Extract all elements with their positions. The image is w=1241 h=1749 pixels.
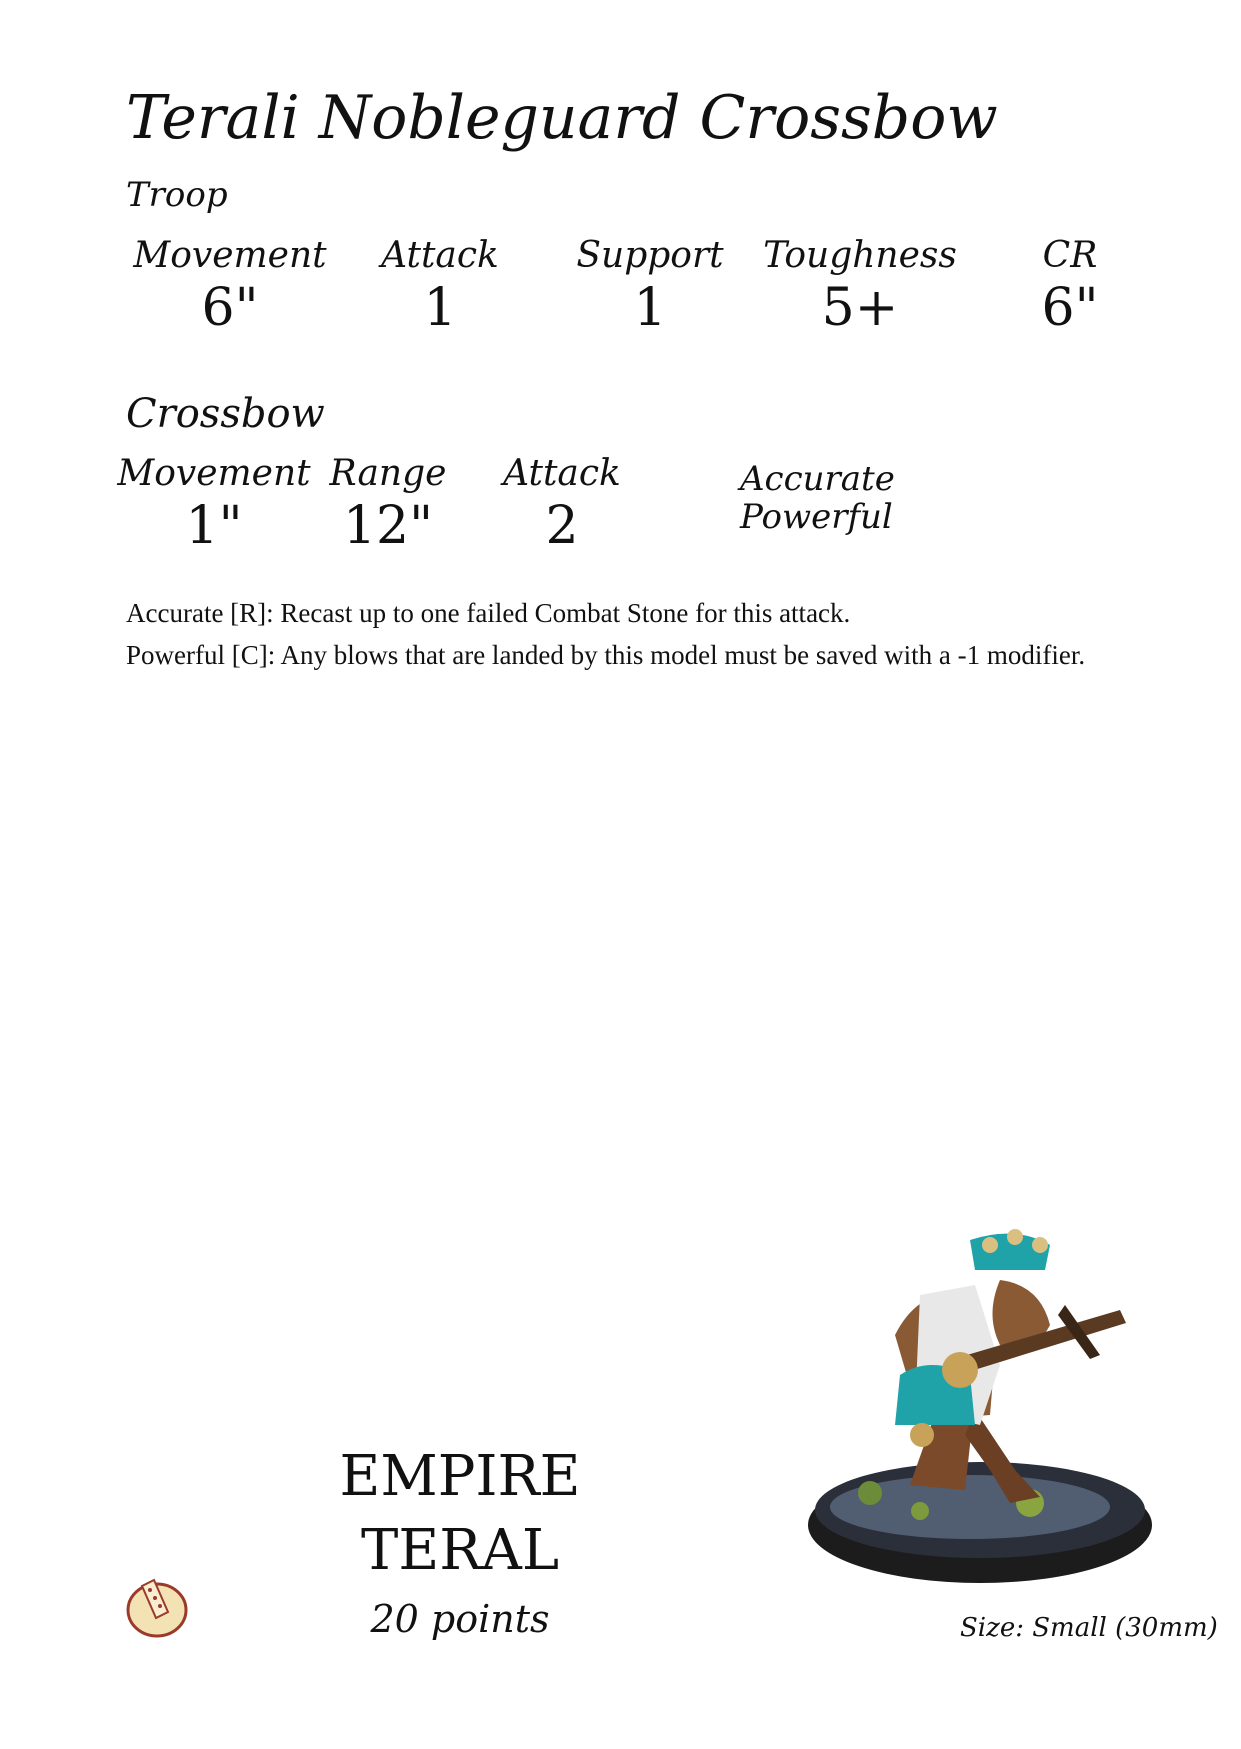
weapon-stat-attack <box>452 453 672 556</box>
points-cost: 20 points <box>370 1597 550 1641</box>
stat-value: 6" <box>201 278 259 338</box>
special-rules <box>126 592 1126 676</box>
stat-label: Support <box>576 235 724 276</box>
stat-value: 5+ <box>821 278 899 338</box>
stat-support <box>540 235 760 338</box>
game-logo-icon <box>124 1572 190 1638</box>
stat-value: 1 <box>423 278 457 338</box>
rule-powerful: Powerful [C]: Any blows that are landed by this model must be saved with a -1 modifier. <box>126 640 1086 670</box>
keyword-accurate: Accurate <box>740 459 895 499</box>
stat-toughness <box>750 235 970 338</box>
faction-teral: TERAL <box>360 1518 560 1583</box>
stat-label: Attack <box>503 453 621 494</box>
stat-value: 6" <box>1041 278 1099 338</box>
stat-value: 12" <box>342 496 434 556</box>
rule-accurate: Accurate [R]: Recast up to one failed Combat Stone for this attack. <box>126 598 851 628</box>
weapon-name: Crossbow <box>126 391 325 437</box>
stat-label: Movement <box>117 453 311 494</box>
stat-label: Range <box>329 453 447 494</box>
stat-label: Movement <box>133 235 327 276</box>
stat-value: 1 <box>633 278 667 338</box>
card-title: Terali Nobleguard Crossbow <box>126 83 998 153</box>
stat-value: 2 <box>545 496 579 556</box>
stat-cr <box>960 235 1180 338</box>
weapon-keywords <box>740 460 895 536</box>
keyword-powerful: Powerful <box>740 497 893 537</box>
model-size: Size: Small (30mm) <box>960 1613 1218 1643</box>
stat-label: CR <box>1042 235 1098 276</box>
stat-attack <box>330 235 550 338</box>
stat-value: 1" <box>185 496 243 556</box>
faction-empire: EMPIRE <box>339 1444 581 1509</box>
stat-movement <box>120 235 340 338</box>
stat-label: Attack <box>381 235 499 276</box>
miniature-image <box>800 1225 1180 1595</box>
unit-type: Troop <box>126 175 228 215</box>
stat-label: Toughness <box>763 235 957 276</box>
faction <box>300 1440 620 1588</box>
